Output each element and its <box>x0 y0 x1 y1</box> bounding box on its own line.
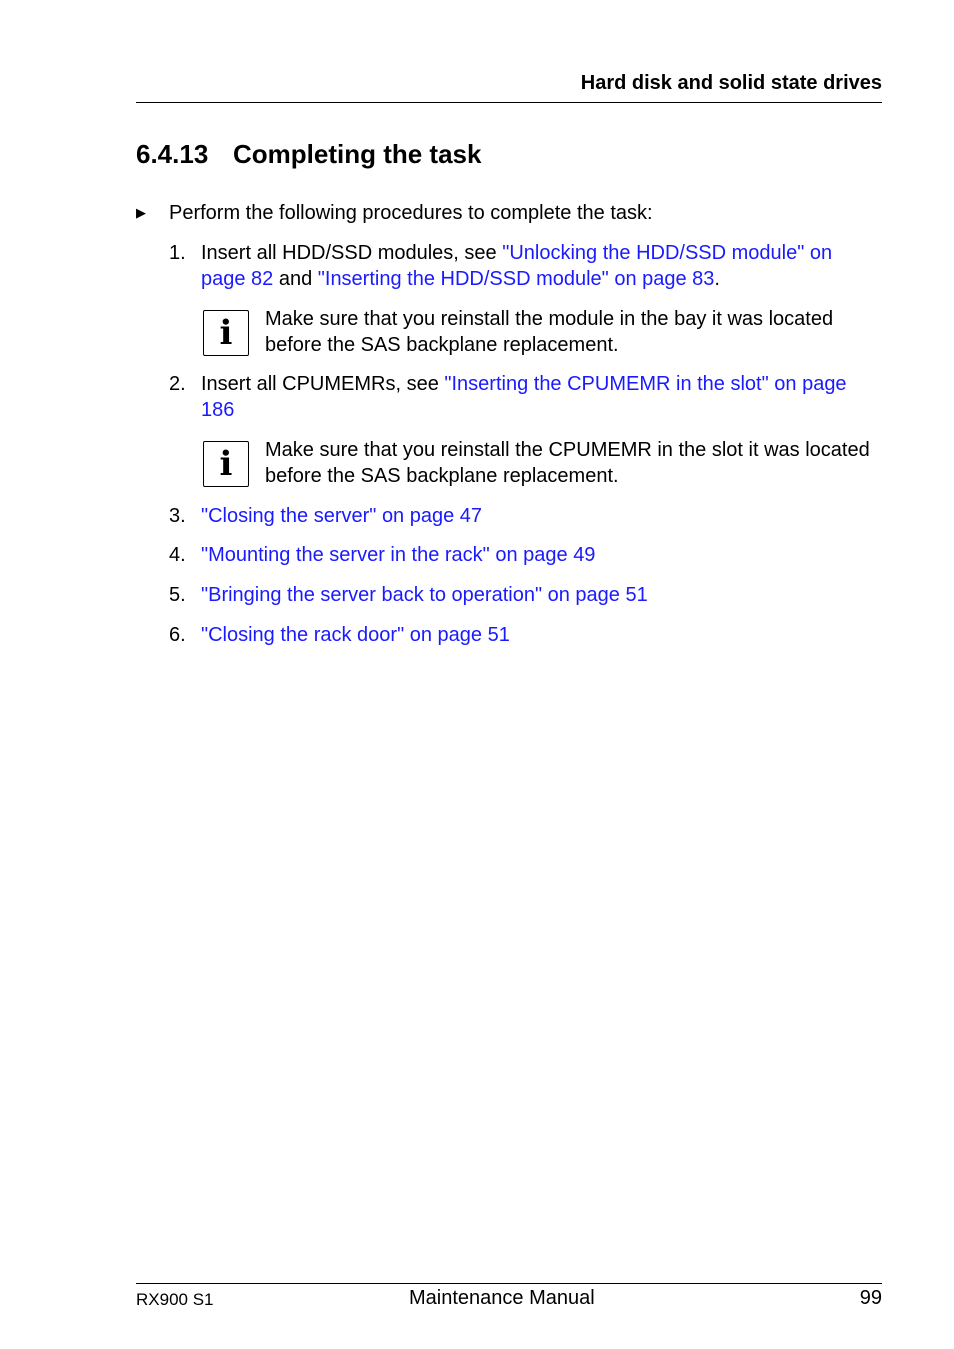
step-text <box>201 240 882 292</box>
step-prefix: Insert all HDD/SSD modules, see <box>201 242 503 264</box>
step-number: 2. <box>169 373 186 395</box>
note-text: Make sure that you reinstall the CPUMEMR in the slot it was located before the SAS backplane replacement. <box>265 439 870 487</box>
footer-model: RX900 S1 <box>136 1290 214 1309</box>
footer-rule <box>136 1283 882 1284</box>
link-inserting-cpumemr[interactable]: "Inserting the CPUMEMR in the slot" on page 186 <box>201 373 847 421</box>
running-header: Hard disk and solid state drives <box>580 72 882 94</box>
step-text <box>201 503 882 529</box>
step-text <box>201 371 882 423</box>
section-heading <box>136 139 481 170</box>
step-number: 5. <box>169 584 186 606</box>
header-rule <box>136 102 882 103</box>
info-icon: i <box>203 441 249 487</box>
intro-text: Perform the following procedures to complete the task: <box>169 202 653 224</box>
link-closing-rack-door[interactable]: "Closing the rack door" on page 51 <box>201 624 510 646</box>
step-text <box>201 622 882 648</box>
footer-manual-title: Maintenance Manual <box>409 1287 595 1309</box>
link-inserting-module[interactable]: "Inserting the HDD/SSD module" on page 83 <box>317 268 715 290</box>
step-text <box>201 582 882 608</box>
link-unlocking-module[interactable]: "Unlocking the HDD/SSD module" on page 82 <box>201 242 833 290</box>
page-number: 99 <box>859 1287 882 1309</box>
link-mounting-server[interactable]: "Mounting the server in the rack" on page 49 <box>201 544 596 566</box>
step-number: 1. <box>169 242 186 264</box>
step-number: 4. <box>169 544 186 566</box>
note-text: Make sure that you reinstall the module in the bay it was located before the SAS backplane replacement. <box>265 308 834 356</box>
section-title: Completing the task <box>233 139 482 169</box>
info-icon: i <box>203 310 249 356</box>
link-bringing-server-back[interactable]: "Bringing the server back to operation" on page 51 <box>201 584 648 606</box>
step-number: 3. <box>169 505 186 527</box>
step-suffix: . <box>714 268 720 290</box>
step-text <box>201 542 882 568</box>
section-number: 6.4.13 <box>136 139 209 169</box>
triangle-bullet-icon: ▶ <box>136 205 146 220</box>
step-middle: and <box>273 268 318 290</box>
link-closing-server[interactable]: "Closing the server" on page 47 <box>201 505 483 527</box>
step-prefix: Insert all CPUMEMRs, see <box>201 373 445 395</box>
step-number: 6. <box>169 624 186 646</box>
